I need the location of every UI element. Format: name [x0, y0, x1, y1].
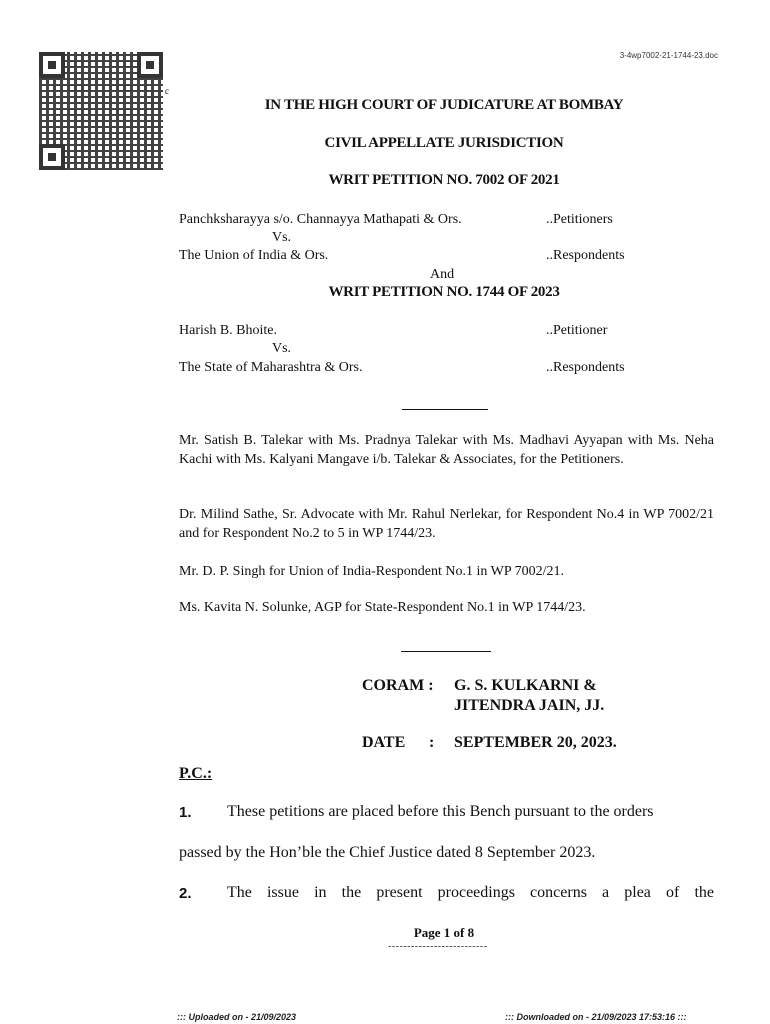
jurisdiction: CIVIL APPELLATE JURISDICTION [324, 135, 564, 151]
paragraph-2-number: 2. [179, 885, 192, 902]
qr-mark: c [165, 86, 169, 96]
petition1-petitioner: Panchksharayya s/o. Channayya Mathapati & Ors. [179, 212, 462, 227]
qr-finder-top-left [39, 52, 65, 78]
paragraph-2-line-1: The issue in the present proceedings concerns a plea of the [227, 884, 714, 901]
paragraph-1-line-1: These petitions are placed before this Bench pursuant to the orders [227, 803, 654, 820]
order-date: SEPTEMBER 20, 2023. [454, 734, 617, 751]
petition2-petitioner: Harish B. Bhoite. [179, 323, 277, 338]
petition1-respondent-role: ..Respondents [546, 248, 625, 263]
order-heading: P.C.: [179, 765, 213, 782]
divider [402, 409, 488, 410]
appearance-state: Ms. Kavita N. Solunke, AGP for State-Respondent No.1 in WP 1744/23. [179, 600, 586, 615]
petition2-title: WRIT PETITION NO. 1744 OF 2023 [328, 284, 560, 300]
paragraph-1-number: 1. [179, 804, 192, 821]
uploaded-stamp: ::: Uploaded on - 21/09/2023 [177, 1012, 297, 1022]
court-name: IN THE HIGH COURT OF JUDICATURE AT BOMBAY [264, 97, 624, 113]
appearance-petitioners: Mr. Satish B. Talekar with Ms. Pradnya Talekar with Ms. Madhavi Ayyapan with Ms. Neha Kachi with Ms. Kalyani Mangave i/b. Talekar & Associates, for the Petitioners. [179, 433, 714, 467]
document-reference: 3-4wp7002-21-1744-23.doc [619, 51, 718, 60]
appearance-union: Mr. D. P. Singh for Union of India-Respondent No.1 in WP 7002/21. [179, 564, 564, 579]
date-label: DATE [362, 734, 406, 751]
coram-label: CORAM : [362, 677, 434, 694]
petition2-versus: Vs. [272, 341, 292, 356]
date-colon: : [429, 734, 435, 751]
paragraph-1-line-2: passed by the Hon’ble the Chief Justice dated 8 September 2023. [179, 844, 596, 861]
downloaded-stamp: ::: Downloaded on - 21/09/2023 17:53:16 ::: [505, 1012, 687, 1022]
petition1-petitioner-role: ..Petitioners [546, 212, 613, 227]
coram-judge-1: G. S. KULKARNI & [454, 677, 597, 694]
page-number: Page 1 of 8 [413, 925, 475, 940]
petition2-petitioner-role: ..Petitioner [546, 323, 608, 338]
divider [401, 651, 491, 652]
petition1-title: WRIT PETITION NO. 7002 OF 2021 [328, 172, 560, 188]
petition1-respondent: The Union of India & Ors. [179, 248, 329, 263]
qr-finder-top-right [137, 52, 163, 78]
petition1-versus: Vs. [272, 230, 292, 245]
coram-judge-2: JITENDRA JAIN, JJ. [454, 697, 605, 714]
petition2-respondent-role: ..Respondents [546, 360, 625, 375]
page-dashes: -------------------------- [388, 941, 488, 952]
petition2-respondent: The State of Maharashtra & Ors. [179, 360, 363, 375]
and-connector: And [430, 267, 455, 282]
appearance-respondent-4: Dr. Milind Sathe, Sr. Advocate with Mr. Rahul Nerlekar, for Respondent No.4 in WP 7002/21 and for Respondent No.2 to 5 in WP 1744/23. [179, 507, 714, 541]
